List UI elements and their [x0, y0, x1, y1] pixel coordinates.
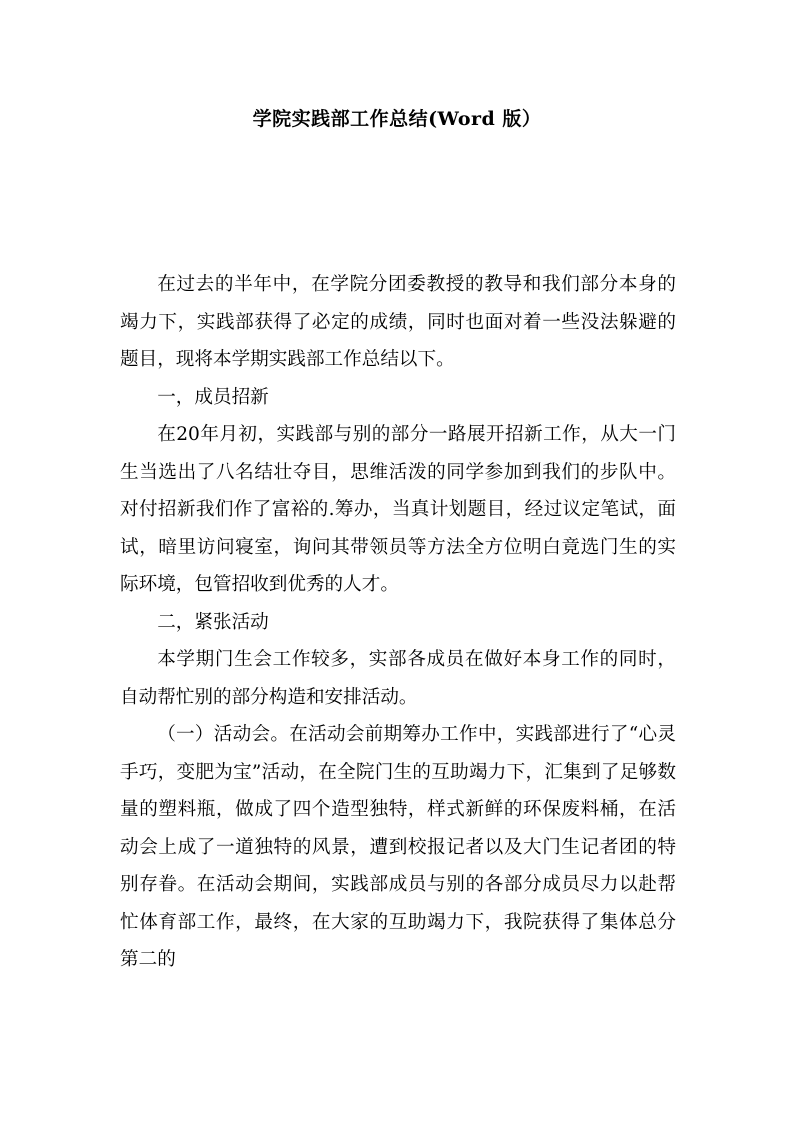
document-title: 学院实践部工作总结(Word 版）	[252, 108, 542, 130]
document-body	[120, 266, 676, 979]
activities-paragraph: 本学期门生会工作较多，实部各成员在做好本身工作的同时，自动帮忙别的部分构造和安排活动。	[120, 649, 676, 708]
section-heading-activities: 二，紧张活动	[157, 611, 269, 633]
recruitment-paragraph: 在20年月初，实践部与别的部分一路展开招新工作，从大一门生当选出了八名结壮夺目，思维活泼的同学参加到我们的步队中。对付招新我们作了富裕的.筹办，当真计划题目，经过议定笔试，面试，暗里访问寝室，询问其带领员等方法全方位明白竟选门生的实际环境，包管招收到优秀的人才。	[120, 424, 676, 595]
section-heading-recruitment: 一，成员招新	[157, 386, 269, 408]
intro-paragraph: 在过去的半年中，在学院分团委教授的教导和我们部分本身的竭力下，实践部获得了必定的成绩，同时也面对着一些没法躲避的题目，现将本学期实践部工作总结以下。	[120, 274, 676, 370]
sports-meet-paragraph: （一）活动会。在活动会前期筹办工作中，实践部进行了“心灵手巧，变肥为宝”活动，在全院门生的互助竭力下，汇集到了足够数量的塑料瓶，做成了四个造型独特，样式新鲜的环保废料桶，在活动会上成了一道独特的风景，遭到校报记者以及大门生记者团的特别存眷。在活动会期间，实践部成员与别的各部分成员尽力以赴帮忙体育部工作，最终，在大家的互助竭力下，我院获得了集体总分第二的	[120, 724, 676, 970]
